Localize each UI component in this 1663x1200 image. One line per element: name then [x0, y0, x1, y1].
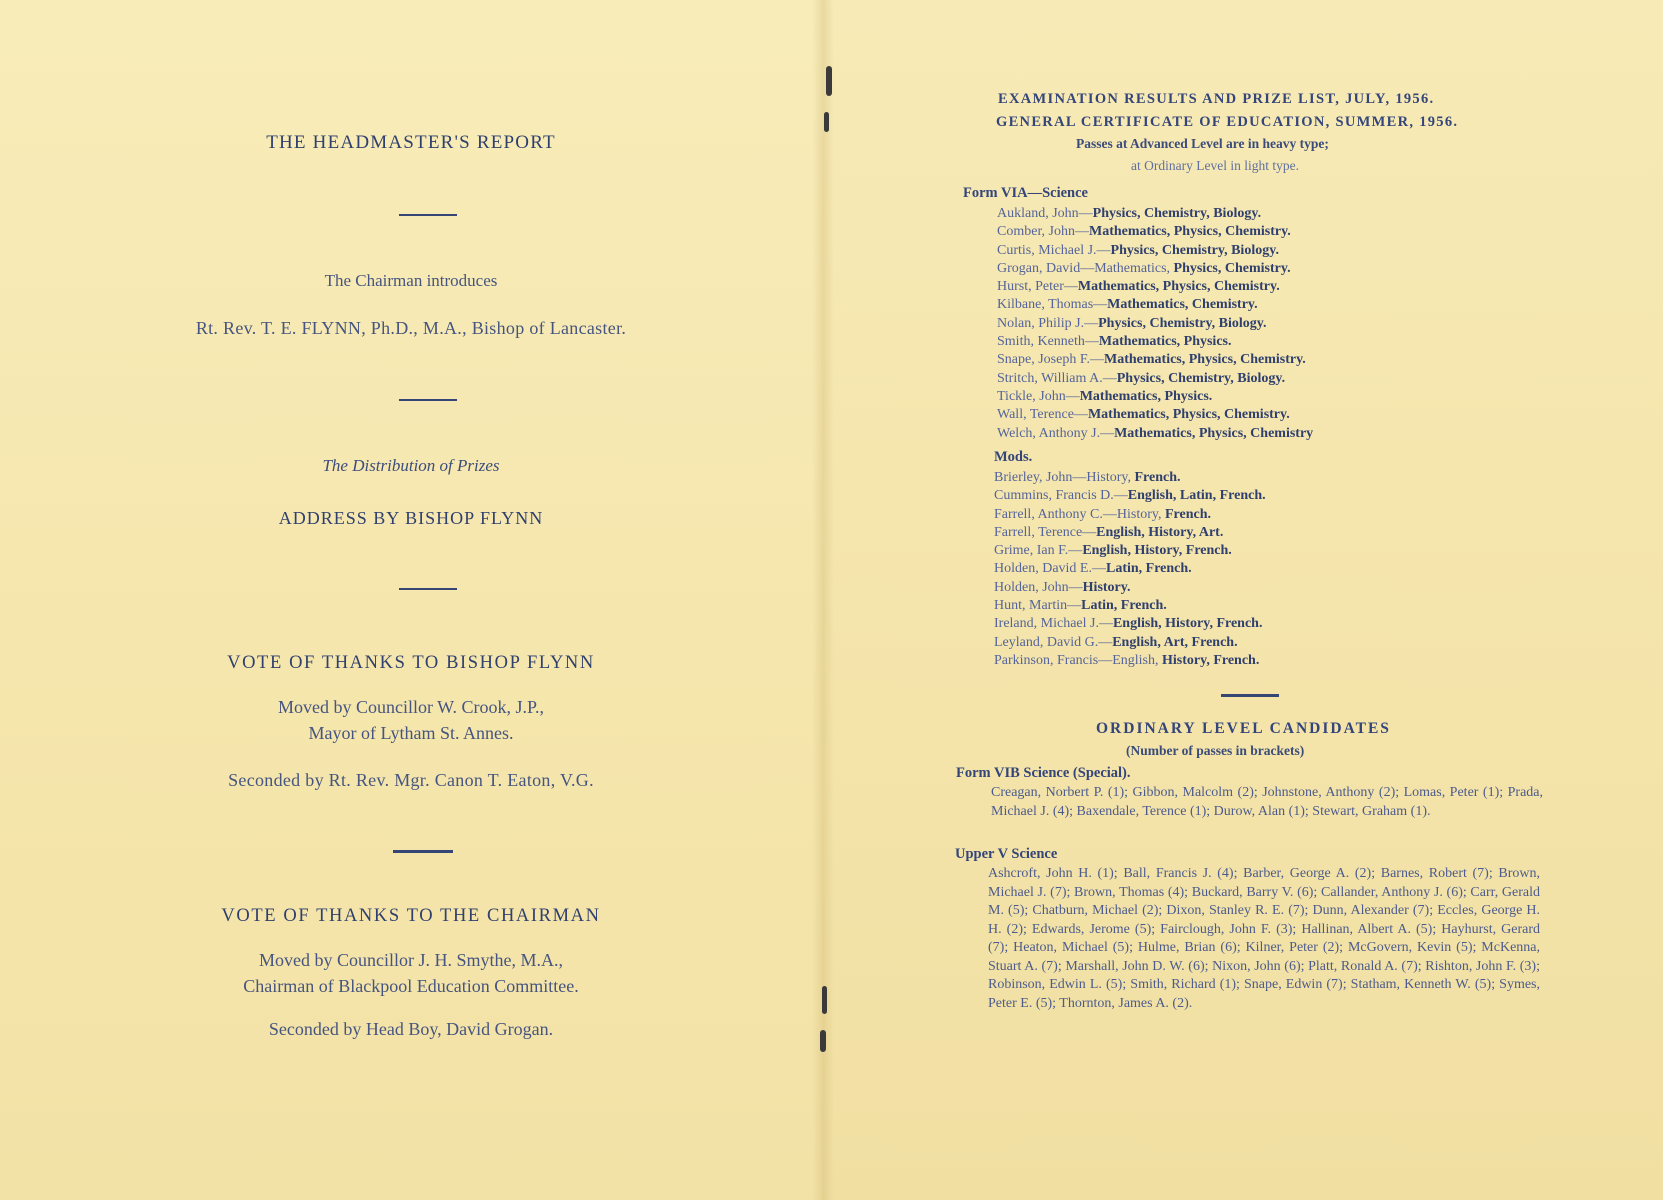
ordinary-title: ORDINARY LEVEL CANDIDATES	[1096, 720, 1391, 737]
subjects-passed: Physics, Chemistry, Biology.	[1092, 206, 1262, 221]
upper-v-heading: Upper V Science	[955, 846, 1058, 862]
mods-list	[994, 469, 1266, 670]
result-row	[997, 296, 1313, 314]
student-name: Hunt, Martin—	[994, 598, 1082, 614]
student-name: Grogan, David—Mathematics,	[997, 260, 1174, 276]
form-vib-candidates: Creagan, Norbert P. (1); Gibbon, Malcolm (2); Johnstone, Anthony (2); Lomas, Peter (1); Prada, Michael J. (4); Baxendale, Terence (1); Durow, Alan (1); Stewart, Graham (1).	[991, 785, 1543, 819]
subjects-passed: English, Art, French.	[1112, 634, 1238, 650]
student-name: Aukland, John—	[997, 206, 1093, 221]
student-name: Farrell, Anthony C.—History,	[994, 506, 1165, 522]
result-row	[994, 579, 1266, 597]
result-row	[997, 406, 1313, 424]
subjects-passed: Mathematics, Physics, Chemistry	[1114, 425, 1314, 441]
report-title: THE HEADMASTER'S REPORT	[266, 132, 556, 153]
result-row	[994, 524, 1266, 542]
staple-bottom	[822, 986, 827, 1014]
result-row	[997, 278, 1313, 296]
result-row	[997, 315, 1313, 333]
chairman-intro: The Chairman introduces	[324, 271, 498, 290]
subjects-passed: Physics, Chemistry, Biology.	[1110, 242, 1279, 258]
subjects-passed: Mathematics, Physics.	[1098, 334, 1232, 350]
staple-top	[826, 66, 832, 96]
distribution-heading: The Distribution of Prizes	[322, 456, 500, 475]
subjects-passed: Mathematics, Physics, Chemistry.	[1077, 279, 1280, 295]
divider	[399, 214, 457, 216]
student-name: Cummins, Francis D.—	[994, 488, 1128, 504]
subjects-passed: French.	[1134, 470, 1181, 485]
student-name: Wall, Terence—	[997, 407, 1088, 423]
student-name: Snape, Joseph F.—	[997, 352, 1104, 368]
upper-v-candidates: Ashcroft, John H. (1); Ball, Francis J. (4); Barber, George A. (2); Barnes, Robert (7); Brown, Michael J. (7); Brown, Thomas (4); Buckard, Barry V. (6); Callander, Anthony J. (6); Carr, Gerald M. (5); Chatburn, Michael (2); Dixon, Stanley R. E. (7); Dunn, Alexander (7); Eccles, George H. H. (2); Edwards, Jerome (5); Fairclough, John F. (3); Hallinan, Albert A. (5); Hayhurst, Gerard (7); Heaton, Michael (5); Hulme, Brian (6); Kilner, Peter (2); McGovern, Kevin (5); McKenna, Stuart A. (7); Marshall, John D. W. (6); Nixon, John (6); Platt, Ronald A. (7); Rishton, John F. (3); Robinson, Edwin L. (5); Smith, Richard (1); Snape, Edwin (7); Statham, Kenneth W. (5); Symes, Peter E. (5); Thornton, James A. (2).	[988, 866, 1540, 1011]
result-row	[994, 634, 1266, 652]
student-name: Kilbane, Thomas—	[997, 297, 1108, 313]
science-list	[997, 205, 1313, 443]
vote1-seconded: Seconded by Rt. Rev. Mgr. Canon T. Eaton, V.G.	[228, 770, 594, 790]
student-name: Smith, Kenneth—	[997, 334, 1099, 350]
result-row	[994, 487, 1266, 505]
vote1-title: VOTE OF THANKS TO BISHOP FLYNN	[227, 653, 595, 673]
result-row	[994, 542, 1266, 560]
vote2-title: VOTE OF THANKS TO THE CHAIRMAN	[221, 906, 601, 926]
student-name: Welch, Anthony J.—	[997, 425, 1115, 441]
subjects-passed: Mathematics, Physics, Chemistry.	[1087, 407, 1290, 423]
result-row	[994, 506, 1266, 524]
gce-heading: GENERAL CERTIFICATE OF EDUCATION, SUMMER, 1956.	[996, 114, 1459, 130]
vote1-moved-2: Mayor of Lytham St. Annes.	[308, 723, 514, 743]
result-row	[997, 242, 1313, 260]
result-row	[994, 597, 1266, 615]
student-name: Ireland, Michael J.—	[994, 616, 1113, 632]
result-row	[997, 351, 1313, 369]
student-name: Parkinson, Francis—English,	[994, 652, 1162, 668]
divider	[399, 399, 457, 401]
subjects-passed: Latin, French.	[1105, 561, 1192, 577]
divider	[399, 588, 457, 590]
address-heading: ADDRESS BY BISHOP FLYNN	[278, 508, 544, 528]
subjects-passed: Mathematics, Chemistry.	[1107, 297, 1258, 313]
subjects-passed: Latin, French.	[1081, 598, 1167, 614]
divider	[393, 850, 453, 853]
vote1-moved: Moved by Councillor W. Crook, J.P.,	[277, 697, 545, 717]
subjects-passed: Mathematics, Physics.	[1079, 388, 1213, 404]
result-row	[997, 425, 1313, 443]
result-row	[997, 205, 1313, 223]
note-ordinary: at Ordinary Level in light type.	[1131, 158, 1299, 173]
student-name: Holden, David E.—	[994, 561, 1106, 577]
student-name: Nolan, Philip J.—	[997, 315, 1099, 331]
ordinary-subtitle: (Number of passes in brackets)	[1126, 743, 1305, 758]
vote2-moved: Moved by Councillor J. H. Smythe, M.A.,	[259, 950, 563, 970]
form-via-heading: Form VIA—Science	[963, 185, 1088, 201]
subjects-passed: Physics, Chemistry.	[1173, 260, 1291, 276]
subjects-passed: History.	[1082, 579, 1131, 595]
form-vib-heading: Form VIB Science (Special).	[956, 765, 1131, 781]
result-row	[997, 260, 1313, 278]
subjects-passed: French.	[1164, 506, 1211, 522]
subjects-passed: Physics, Chemistry, Biology.	[1116, 370, 1286, 386]
subjects-passed: English, History, French.	[1082, 543, 1232, 559]
student-name: Tickle, John—	[997, 388, 1080, 404]
student-name: Holden, John—	[994, 579, 1083, 595]
result-row	[997, 370, 1313, 388]
staple-top-2	[824, 112, 829, 132]
student-name: Comber, John—	[997, 224, 1089, 240]
vote2-seconded: Seconded by Head Boy, David Grogan.	[268, 1019, 554, 1039]
student-name: Brierley, John—History,	[994, 470, 1135, 485]
result-row	[997, 223, 1313, 241]
results-heading: EXAMINATION RESULTS AND PRIZE LIST, JULY, 1956.	[998, 91, 1435, 107]
result-row	[994, 615, 1266, 633]
note-advanced	[1076, 136, 1329, 152]
divider	[1221, 694, 1279, 697]
student-name: Hurst, Peter—	[997, 279, 1078, 295]
subjects-passed: Mathematics, Physics, Chemistry.	[1089, 224, 1291, 240]
result-row	[997, 388, 1313, 406]
subjects-passed: English, Latin, French.	[1127, 488, 1266, 504]
student-name: Leyland, David G.—	[994, 634, 1113, 650]
result-row	[997, 333, 1313, 351]
student-name: Grime, Ian F.—	[994, 543, 1083, 559]
subjects-passed: English, History, Art.	[1096, 524, 1224, 540]
student-name: Stritch, William A.—	[997, 370, 1117, 386]
subjects-passed: English, History, French.	[1112, 616, 1263, 632]
subjects-passed: History, French.	[1162, 652, 1260, 668]
mods-heading: Mods.	[994, 449, 1033, 465]
student-name: Farrell, Terence—	[994, 524, 1097, 540]
result-row	[994, 652, 1266, 670]
subjects-passed: Physics, Chemistry, Biology.	[1098, 315, 1267, 331]
result-row	[994, 560, 1266, 578]
student-name: Curtis, Michael J.—	[997, 242, 1111, 258]
subjects-passed: Mathematics, Physics, Chemistry.	[1104, 352, 1306, 368]
vote2-moved-2: Chairman of Blackpool Education Committee.	[243, 976, 579, 996]
note-advanced-text: Passes at Advanced Level are in heavy type;	[1076, 136, 1329, 151]
guest-name: Rt. Rev. T. E. FLYNN, Ph.D., M.A., Bishop of Lancaster.	[195, 318, 627, 338]
result-row	[994, 469, 1266, 487]
